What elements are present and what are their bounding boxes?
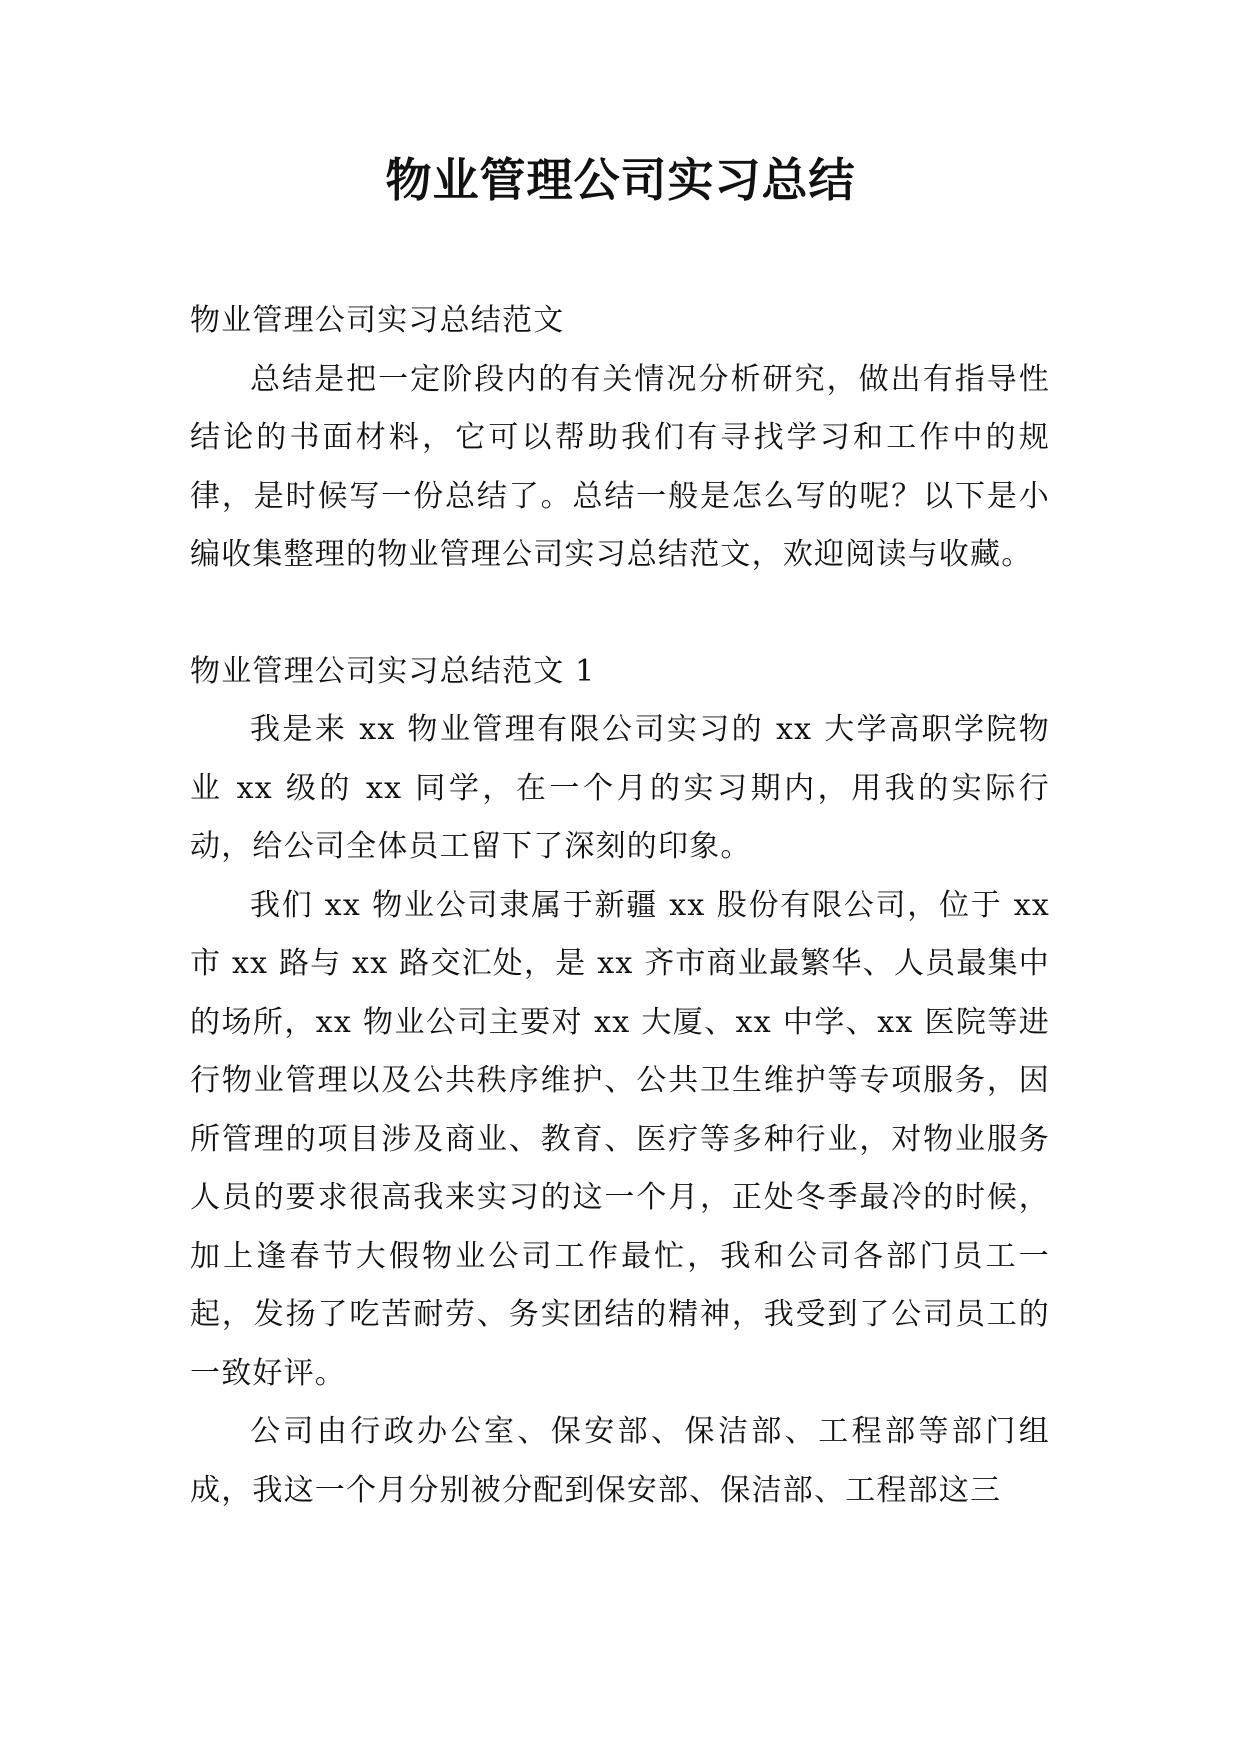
section1-heading: 物业管理公司实习总结范文 1 [190, 653, 596, 689]
section1-paragraph-1: 我是来 xx 物业管理有限公司实习的 xx 大学高职学院物业 xx 级的 xx 同学，在一个月的实习期内，用我的实际行动，给公司全体员工留下了深刻的印象。 [190, 712, 1050, 864]
intro-paragraph: 总结是把一定阶段内的有关情况分析研究，做出有指导性结论的书面材料，它可以帮助我们有寻找学习和工作中的规律，是时候写一份总结了。总结一般是怎么写的呢？以下是小编收集整理的物业管理公司实习总结范文，欢迎阅读与收藏。 [190, 361, 1050, 572]
section-spacer [190, 585, 1050, 643]
document-title: 物业管理公司实习总结 [385, 153, 856, 207]
intro-heading: 物业管理公司实习总结范文 [190, 303, 565, 338]
document-body [190, 292, 1050, 1520]
section1-paragraph-2: 我们 xx 物业公司隶属于新疆 xx 股份有限公司，位于 xx 市 xx 路与 xx 路交汇处，是 xx 齐市商业最繁华、人员最集中的场所，xx 物业公司主要对 xx 大厦、xx 中学、xx 医院等进行物业管理以及公共秩序维护、公共卫生维护等专项服务，因所管理的项目涉及商业、教育、医疗等多种行业，对物业服务人员的要求很高我来实习的这一个月，正处冬季最冷的时候，加上逢春节大假物业公司工作最忙，我和公司各部门员工一起，发扬了吃苦耐劳、务实团结的精神，我受到了公司员工的一致好评。 [190, 887, 1050, 1391]
section1-paragraph-3: 公司由行政办公室、保安部、保洁部、工程部等部门组成，我这一个月分别被分配到保安部、保洁部、工程部这三 [190, 1414, 1050, 1508]
